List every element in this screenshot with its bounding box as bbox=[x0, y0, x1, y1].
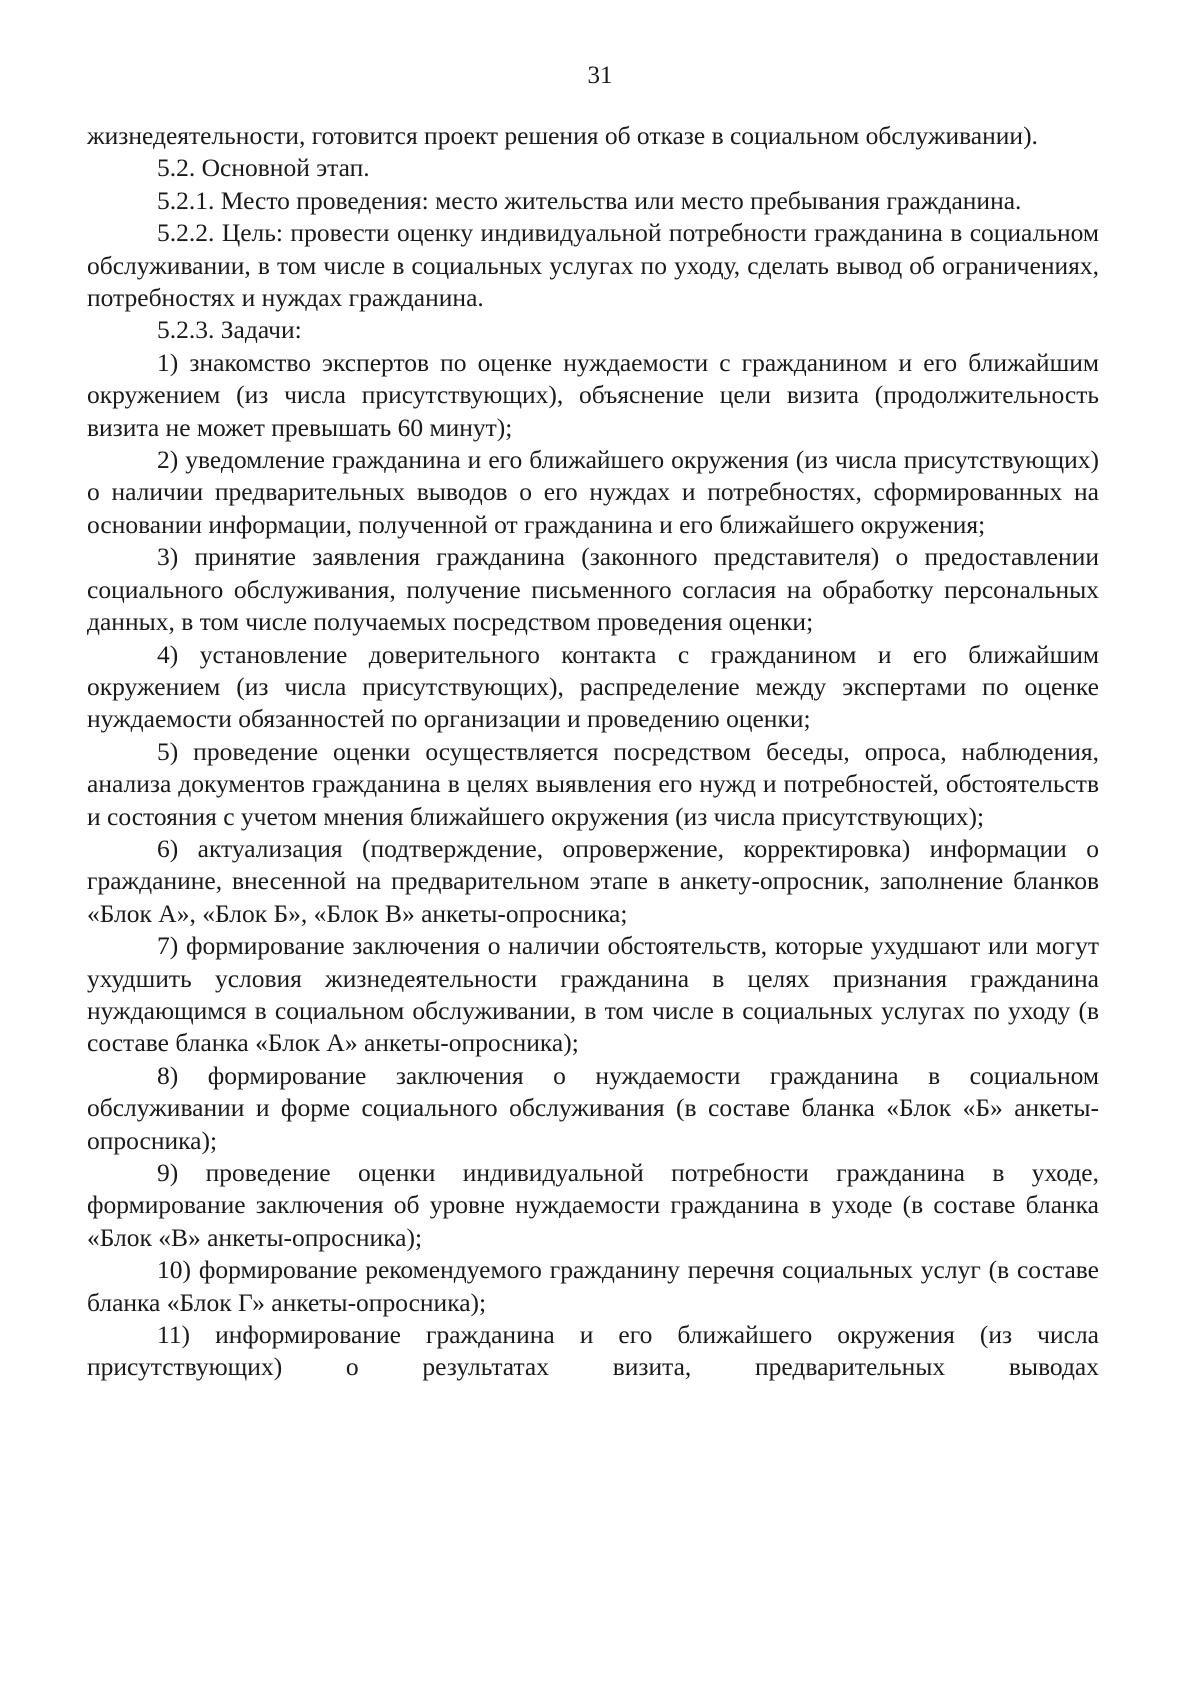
list-item-2: 2) уведомление гражданина и его ближайшего окружения (из числа присутствующих) о наличии предварительных выводов о его нуждах и потребностях, сформированных на основании информации, полученной от гражданина и его ближайшего окружения; bbox=[87, 445, 1099, 539]
list-item-7: 7) формирование заключения о наличии обстоятельств, которые ухудшают или могут ухудшить условия жизнедеятельности гражданина в целях признания гражданина нуждающимся в социальном обслуживании, в том числе в социальных услугах по уходу (в составе бланка «Блок А» анкеты-опросника); bbox=[87, 931, 1099, 1058]
list-item-6: 6) актуализация (подтверждение, опровержение, корректировка) информации о гражданине, внесенной на предварительном этапе в анкету-опросник, заполнение бланков «Блок А», «Блок Б», «Блок В» анкеты-опросника; bbox=[87, 833, 1099, 928]
document-body bbox=[87, 120, 1099, 1384]
list-item-9: 9) проведение оценки индивидуальной потребности гражданина в уходе, формирование заключения об уровне нуждаемости гражданина в уходе (в составе бланка «Блок «В» анкеты-опросника); bbox=[87, 1158, 1099, 1252]
paragraph-continuation: жизнедеятельности, готовится проект решения об отказе в социальном обслуживании). bbox=[87, 121, 1038, 150]
list-item-5: 5) проведение оценки осуществляется посредством беседы, опроса, наблюдения, анализа документов гражданина в целях выявления его нужд и потребностей, обстоятельств и состояния с учетом мнения ближайшего окружения (из числа присутствующих); bbox=[87, 736, 1099, 831]
list-item-4: 4) установление доверительного контакта с гражданином и его ближайшим окружением (из числа присутствующих), распределение между экспертами по оценке нуждаемости обязанностей по организации и проведению оценки; bbox=[87, 639, 1099, 734]
list-item-1: 1) знакомство экспертов по оценке нуждаемости с гражданином и его ближайшим окружением (из числа присутствующих), объяснение цели визита (продолжительность визита не может превышать 60 минут); bbox=[87, 347, 1099, 442]
list-item-3: 3) принятие заявления гражданина (законного представителя) о предоставлении социального обслуживания, получение письменного согласия на обработку персональных данных, в том числе получаемых посредством проведения оценки; bbox=[87, 542, 1099, 637]
list-item-10: 10) формирование рекомендуемого гражданину перечня социальных услуг (в составе бланка «Блок Г» анкеты-опросника); bbox=[87, 1255, 1099, 1317]
paragraph-5-2-2: 5.2.2. Цель: провести оценку индивидуальной потребности гражданина в социальном обслуживании, в том числе в социальных услугах по уходу, сделать вывод об ограничениях, потребностях и нуждах гражданина. bbox=[87, 218, 1099, 313]
section-heading-5-2: 5.2. Основной этап. bbox=[157, 153, 370, 183]
list-item-11: 11) информирование гражданина и его ближайшего окружения (из числа присутствующих) о результатах визита, предварительных выводах bbox=[87, 1320, 1099, 1382]
page-number: 31 bbox=[587, 62, 613, 89]
paragraph-5-2-1: 5.2.1. Место проведения: место жительства или место пребывания гражданина. bbox=[157, 185, 1022, 215]
paragraph-5-2-3: 5.2.3. Задачи: bbox=[157, 315, 302, 345]
list-item-8: 8) формирование заключения о нуждаемости гражданина в социальном обслуживании и форме социального обслуживания (в составе бланка «Блок «Б» анкеты-опросника); bbox=[87, 1060, 1099, 1155]
